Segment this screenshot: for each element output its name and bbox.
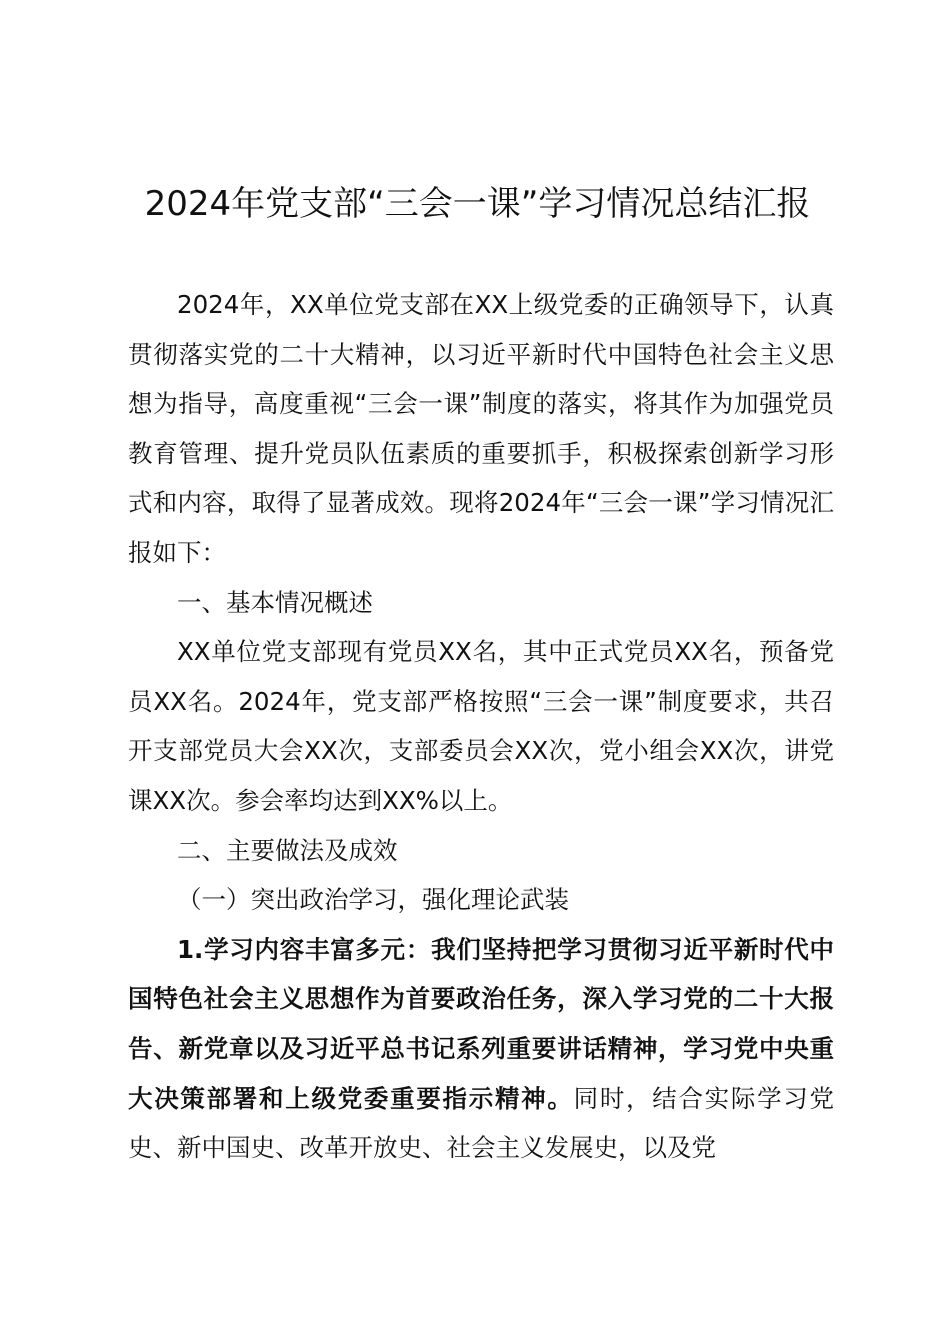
basic-situation-paragraph: XX单位党支部现有党员XX名，其中正式党员XX名，预备党员XX名。2024年，党支部严格按照“三会一课”制度要求，共召开支部党员大会XX次，支部委员会XX次，党小组会XX次，讲党课XX次。参会率均达到XX%以上。 bbox=[128, 637, 834, 815]
section-heading-1: 一、基本情况概述 bbox=[177, 587, 373, 617]
item-1-bold-text: 1.学习内容丰富多元：我们坚持把学习贯彻习近平新时代中国特色社会主义思想作为首要政治任务，深入学习党的二十大报告、新党章以及习近平总书记系列重要讲话精神，学习党中央重大决策部署和上级党委重要指示精神。 bbox=[128, 934, 834, 1113]
intro-paragraph: 2024年，XX单位党支部在XX上级党委的正确领导下，认真贯彻落实党的二十大精神，以习近平新时代中国特色社会主义思想为指导，高度重视“三会一课”制度的落实，将其作为加强党员教育管理、提升党员队伍素质的重要抓手，积极探索创新学习形式和内容，取得了显著成效。现将2024年“三会一课”学习情况汇报如下： bbox=[128, 290, 834, 567]
subsection-heading-1: （一）突出政治学习，强化理论武装 bbox=[177, 885, 569, 915]
item-1-text: 同时，结合实际学习党史、新中国史、改革开放史、社会主义发展史，以及党 bbox=[128, 1083, 835, 1163]
item-1-paragraph bbox=[128, 925, 834, 1173]
section-heading-2: 二、主要做法及成效 bbox=[177, 835, 398, 865]
document-title: 2024年党支部“三会一课”学习情况总结汇报 bbox=[144, 184, 811, 224]
document-body bbox=[128, 280, 834, 1173]
